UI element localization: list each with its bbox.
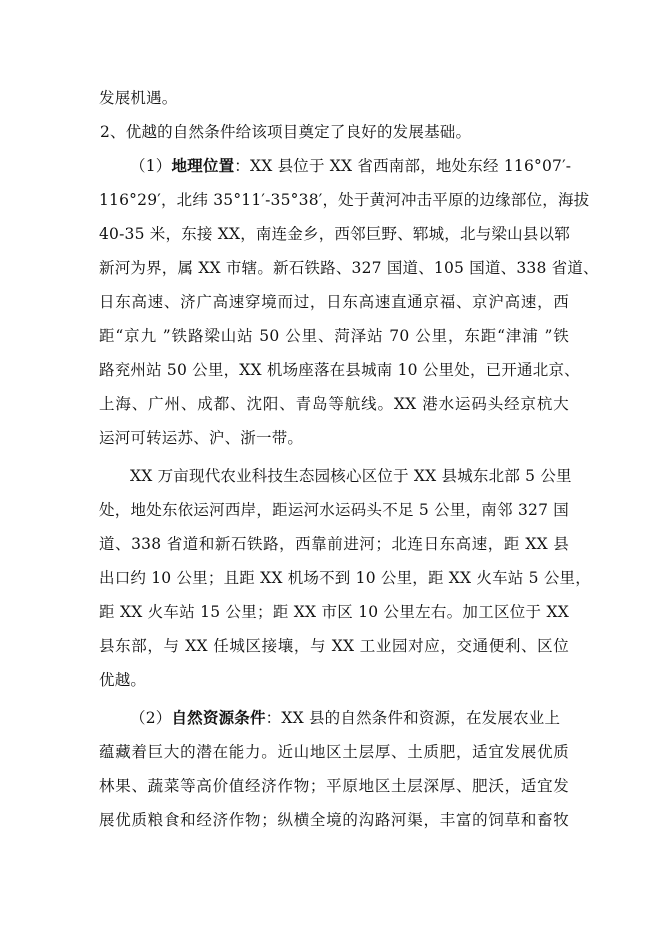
paragraph-line: 运河可转运苏、沪、浙一带。 (99, 429, 304, 447)
paragraph-line: 距 XX 火车站 15 公里；距 XX 市区 10 公里左右。加工区位于 XX (99, 603, 569, 621)
paragraph-line: 县东部，与 XX 任城区接壤，与 XX 工业园对应，交通便利、区位 (99, 637, 569, 655)
paragraph-line: 距“京九 ”铁路梁山站 50 公里、菏泽站 70 公里，东距“津浦 ”铁 (99, 327, 569, 345)
paragraph-line: 路兖州站 50 公里，XX 机场座落在县城南 10 公里处，已开通北京、 (99, 361, 580, 379)
subsection-heading-location: 地理位置 (171, 156, 235, 175)
item-number: （2） (130, 709, 172, 727)
paragraph-line: 上海、广州、成都、沈阳、青岛等航线。XX 港水运码头经京杭大 (99, 395, 569, 413)
paragraph-line (130, 156, 572, 176)
paragraph-line: 处，地处东依运河西岸，距运河水运码头不足 5 公里，南邻 327 国 (99, 501, 569, 519)
item-number: （1） (130, 157, 172, 175)
paragraph-line: 道、338 省道和新石铁路，西靠前进河；北连日东高速，距 XX 县 (99, 535, 569, 553)
paragraph-line: 新河为界，属 XX 市辖。新石铁路、327 国道、105 国道、338 省道、 (99, 259, 599, 277)
paragraph-line: XX 万亩现代农业科技生态园核心区位于 XX 县城东北部 5 公里 (130, 467, 572, 485)
paragraph-line: 蕴藏着巨大的潜在能力。近山地区土层厚、土质肥，适宜发展优质 (99, 743, 569, 761)
paragraph-line: 展优质粮食和经济作物；纵横全境的沟路河渠，丰富的饲草和畜牧 (99, 811, 569, 829)
paragraph-line: 40-35 米，东接 XX，南连金乡，西邻巨野、郓城，北与梁山县以郓 (99, 225, 570, 243)
paragraph-line: 出口约 10 公里；且距 XX 机场不到 10 公里，距 XX 火车站 5 公里， (99, 569, 591, 587)
subsection-heading-resources: 自然资源条件 (171, 708, 266, 727)
paragraph-line: 优越。 (99, 671, 147, 689)
paragraph-text: ：XX 县的自然条件和资源，在发展农业上 (265, 709, 561, 727)
section-heading: 2、优越的自然条件给该项目奠定了良好的发展基础。 (100, 123, 472, 141)
paragraph-line: 116°29′，北纬 35°11′-35°38′，处于黄河冲击平原的边缘部位，海拔 (99, 191, 590, 209)
paragraph-line: 发展机遇。 (99, 89, 178, 107)
paragraph-line (130, 708, 569, 728)
paragraph-text: ：XX 县位于 XX 省西南部，地处东经 116°07′- (234, 157, 572, 175)
paragraph-line: 林果、蔬菜等高价值经济作物；平原地区土层深厚、肥沃，适宜发 (99, 777, 569, 795)
paragraph-line: 日东高速、济广高速穿境而过，日东高速直通京福、京沪高速，西 (99, 293, 569, 311)
